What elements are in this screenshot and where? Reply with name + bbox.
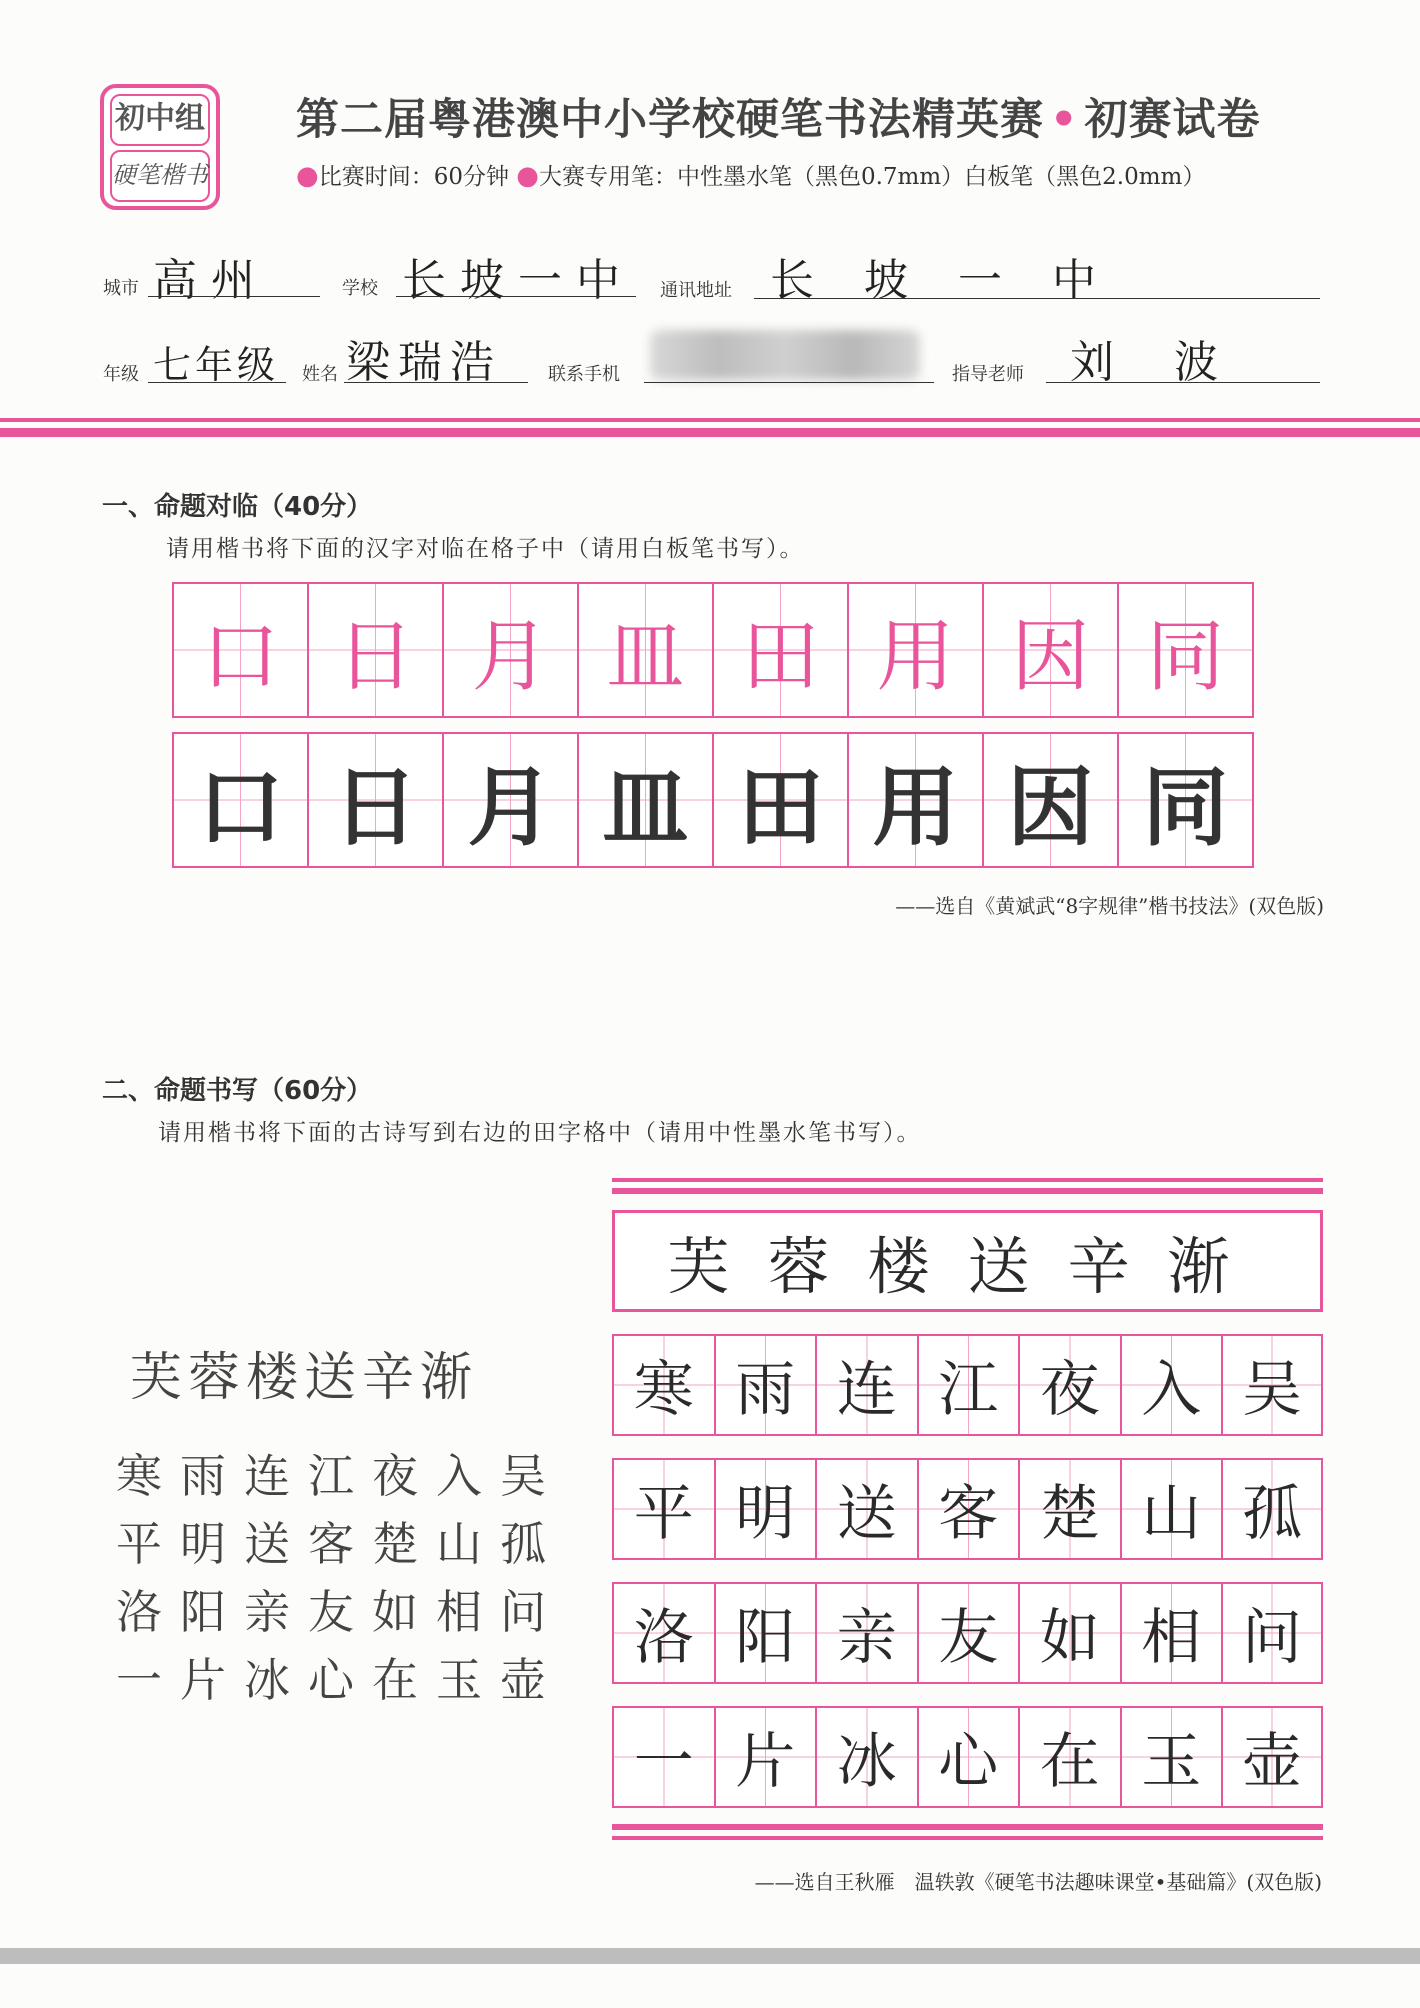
write-cell[interactable]: [444, 734, 579, 866]
write-cell[interactable]: [714, 734, 849, 866]
write-cell[interactable]: [984, 734, 1119, 866]
written-char: 皿: [602, 758, 689, 858]
poem-char: 壶: [1242, 1727, 1302, 1797]
model-char: 皿: [606, 612, 685, 702]
phone-label: 联系手机: [548, 364, 620, 385]
poem-cell[interactable]: [1122, 1708, 1224, 1806]
written-char: 日: [332, 758, 419, 858]
title-tail: 初赛试卷: [1084, 95, 1261, 145]
address-value[interactable]: 长坡一中: [770, 255, 1146, 306]
write-cell[interactable]: [174, 734, 309, 866]
poem-char: 问: [1242, 1603, 1302, 1673]
poem-char: 入: [1141, 1355, 1202, 1425]
grade-label: 年级: [103, 364, 139, 385]
poem-cell[interactable]: [716, 1336, 818, 1434]
writing-area-top-rule: [612, 1178, 1323, 1182]
page-bottom-band: [0, 1948, 1420, 1964]
section2-citation: ——选自王秋雁 温轶敦《硬笔书法趣味课堂•基础篇》(双色版): [754, 1870, 1322, 1894]
written-char: 同: [1142, 758, 1229, 858]
address-underline: [754, 298, 1320, 299]
divider-top: [0, 418, 1420, 422]
poem-cell[interactable]: [1223, 1336, 1321, 1434]
title-main: 第二届粤港澳中小学校硬笔书法精英赛: [296, 95, 1044, 145]
model-char: 月: [471, 612, 550, 702]
poem-cell[interactable]: [1122, 1584, 1224, 1682]
city-underline: [148, 296, 320, 297]
written-poem-title[interactable]: 芙蓉楼送辛渐: [612, 1210, 1323, 1312]
divider-bottom: [0, 428, 1420, 437]
bullet-icon: ●: [516, 161, 539, 191]
write-cell[interactable]: [309, 734, 444, 866]
reference-poem-title: 芙蓉楼送辛渐: [130, 1348, 479, 1408]
exam-rules: [296, 158, 1205, 191]
poem-char: 在: [1039, 1727, 1100, 1797]
written-char: 月: [467, 758, 554, 858]
page-title: [296, 86, 1260, 147]
poem-cell[interactable]: [919, 1708, 1021, 1806]
poem-char: 亲: [836, 1603, 897, 1673]
poem-cell[interactable]: [817, 1708, 919, 1806]
poem-char: 夜: [1039, 1355, 1100, 1425]
poem-char: 洛: [633, 1603, 694, 1673]
poem-cell[interactable]: [614, 1460, 716, 1558]
write-cell[interactable]: [1119, 734, 1252, 866]
model-cell: [1119, 584, 1252, 716]
poem-char: 江: [938, 1355, 999, 1425]
reference-poem-line: 寒雨连江夜入吴: [116, 1449, 564, 1503]
poem-cell[interactable]: [1223, 1584, 1321, 1682]
poem-cell[interactable]: [1020, 1584, 1122, 1682]
poem-cell[interactable]: [716, 1708, 818, 1806]
poem-char: 冰: [836, 1727, 897, 1797]
teacher-value[interactable]: 刘波: [1070, 337, 1278, 388]
name-value[interactable]: 梁瑞浩: [346, 337, 502, 388]
poem-cell[interactable]: [919, 1584, 1021, 1682]
written-char-row: [172, 732, 1254, 868]
section1-instruction: 请用楷书将下面的汉字对临在格子中（请用白板笔书写）。: [166, 536, 805, 562]
write-cell[interactable]: [579, 734, 714, 866]
exam-time: 比赛时间：60分钟: [318, 164, 509, 190]
bullet-icon: ●: [296, 161, 319, 191]
poem-char: 寒: [633, 1355, 694, 1425]
writing-area-top-rule-thick: [612, 1188, 1323, 1194]
name-underline: [344, 382, 528, 383]
model-cell: [849, 584, 984, 716]
poem-char: 玉: [1141, 1727, 1202, 1797]
poem-cell[interactable]: [1223, 1708, 1321, 1806]
school-underline: [396, 296, 636, 297]
model-char: 田: [741, 612, 820, 702]
poem-grid-row-3: [612, 1582, 1323, 1684]
grade-value[interactable]: 七年级: [153, 343, 280, 387]
writing-area-bottom-rule: [612, 1836, 1323, 1840]
poem-char: 平: [633, 1479, 694, 1549]
poem-char: 阳: [735, 1603, 796, 1673]
poem-cell[interactable]: [1020, 1460, 1122, 1558]
poem-char: 片: [735, 1727, 796, 1797]
city-label: 城市: [103, 278, 139, 299]
section1-citation: ——选自《黄斌武“8字规律”楷书技法》(双色版): [895, 894, 1324, 918]
written-char: 口: [197, 758, 284, 858]
poem-grid-row-1: [612, 1334, 1323, 1436]
writing-area-bottom-rule-thick: [612, 1824, 1323, 1830]
poem-grid-row-4: [612, 1706, 1323, 1808]
section1-heading: 一、命题对临（40分）: [102, 492, 373, 522]
poem-char: 雨: [735, 1355, 796, 1425]
reference-poem-line: 平明送客楚山孤: [116, 1517, 564, 1571]
model-cell: [174, 584, 309, 716]
poem-char: 心: [938, 1727, 999, 1797]
school-value[interactable]: 长坡一中: [402, 255, 634, 306]
poem-cell[interactable]: [716, 1584, 818, 1682]
written-char: 田: [737, 758, 824, 858]
model-cell: [714, 584, 849, 716]
school-label: 学校: [342, 278, 378, 299]
poem-cell[interactable]: [1020, 1336, 1122, 1434]
poem-cell[interactable]: [1223, 1460, 1321, 1558]
poem-char: 客: [938, 1479, 999, 1549]
poem-char: 吴: [1242, 1355, 1302, 1425]
poem-char: 明: [735, 1479, 796, 1549]
poem-char: 孤: [1242, 1479, 1302, 1549]
poem-cell[interactable]: [817, 1336, 919, 1434]
grade-underline: [148, 382, 286, 383]
poem-cell[interactable]: [1122, 1336, 1224, 1434]
poem-cell[interactable]: [614, 1708, 716, 1806]
poem-cell[interactable]: [817, 1584, 919, 1682]
written-char: 用: [872, 758, 959, 858]
model-char: 同: [1146, 612, 1225, 702]
model-char: 因: [1011, 612, 1090, 702]
poem-char: 楚: [1039, 1479, 1100, 1549]
model-char: 口: [201, 612, 280, 702]
model-cell: [309, 584, 444, 716]
poem-char: 友: [938, 1603, 999, 1673]
section2-heading: 二、命题书写（60分）: [102, 1076, 373, 1106]
model-char: 用: [876, 612, 955, 702]
title-dot: •: [1050, 95, 1079, 145]
poem-char: 如: [1039, 1603, 1100, 1673]
poem-cell[interactable]: [614, 1336, 716, 1434]
poem-cell[interactable]: [716, 1460, 818, 1558]
exam-pen: 大赛专用笔：中性墨水笔（黑色0.7mm）白板笔（黑色2.0mm）: [538, 164, 1206, 190]
model-cell: [444, 584, 579, 716]
group-badge: [100, 84, 220, 210]
phone-underline: [644, 382, 934, 383]
poem-cell[interactable]: [1122, 1460, 1224, 1558]
poem-cell[interactable]: [614, 1584, 716, 1682]
section2-instruction: 请用楷书将下面的古诗写到右边的田字格中（请用中性墨水笔书写）。: [158, 1120, 922, 1146]
poem-cell[interactable]: [919, 1460, 1021, 1558]
poem-cell[interactable]: [817, 1460, 919, 1558]
poem-cell[interactable]: [919, 1336, 1021, 1434]
address-label: 通讯地址: [660, 280, 732, 301]
poem-grid-row-2: [612, 1458, 1323, 1560]
phone-redacted: [650, 330, 920, 380]
poem-char: 送: [836, 1479, 897, 1549]
model-cell: [579, 584, 714, 716]
teacher-underline: [1046, 382, 1320, 383]
city-value[interactable]: 高州: [153, 255, 269, 306]
poem-char: 连: [836, 1355, 897, 1425]
model-char: 日: [336, 612, 415, 702]
reference-poem-line: 洛阳亲友如相问: [116, 1585, 564, 1639]
reference-poem-line: 一片冰心在玉壶: [116, 1653, 564, 1707]
poem-char: 相: [1141, 1603, 1202, 1673]
model-char-row: [172, 582, 1254, 718]
badge-group-label: 初中组: [110, 94, 210, 146]
written-char: 因: [1007, 758, 1094, 858]
name-label: 姓名: [302, 364, 338, 385]
teacher-label: 指导老师: [952, 364, 1024, 385]
poem-cell[interactable]: [1020, 1708, 1122, 1806]
poem-char: 山: [1141, 1479, 1202, 1549]
poem-char: 一: [633, 1727, 694, 1797]
write-cell[interactable]: [849, 734, 984, 866]
badge-style-label: 硬笔楷书: [110, 150, 210, 202]
model-cell: [984, 584, 1119, 716]
